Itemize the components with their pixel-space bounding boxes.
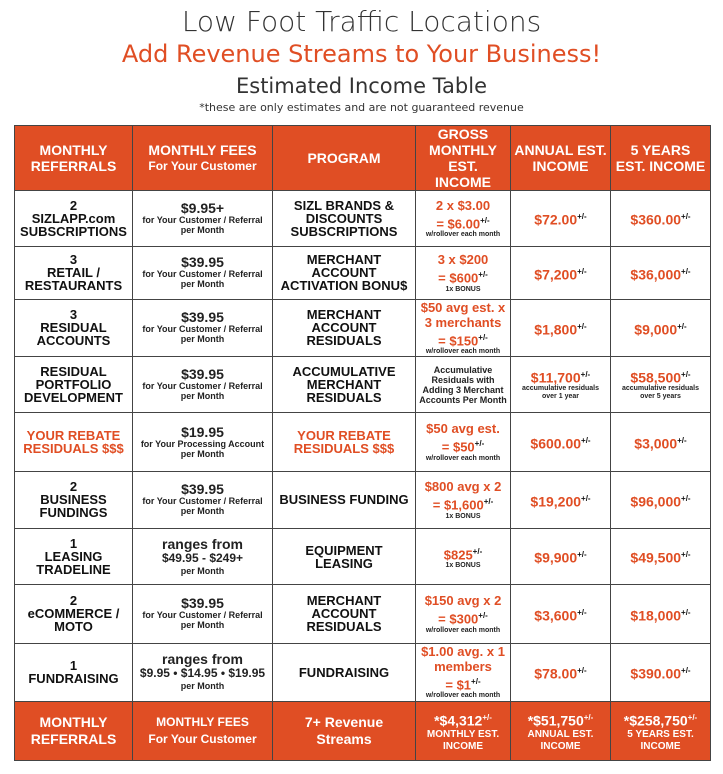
- fee-amount: ranges from: [162, 651, 243, 668]
- referral-count: 2: [69, 479, 78, 495]
- annual-value: $600.00: [530, 435, 582, 452]
- five-year-note: accumulative residuals over 5 years: [621, 385, 700, 401]
- fee-sub: for Your Processing Account: [140, 438, 265, 449]
- fee-sub: for Your Customer / Referral: [142, 215, 263, 226]
- footer-five-label: 5 YEARS EST. INCOME: [627, 729, 694, 753]
- plusminus: +/-: [577, 665, 587, 675]
- referral-type: LEASING TRADELINE: [36, 549, 111, 578]
- fee-per: per Month: [180, 391, 225, 402]
- cell-five-years: [611, 413, 711, 471]
- gross-line1: $50 avg est.: [426, 421, 500, 437]
- fee-per: per Month: [180, 279, 225, 290]
- cell-fees: [133, 585, 273, 643]
- plusminus: +/-: [480, 215, 490, 225]
- referral-type: FUNDRAISING: [28, 671, 119, 687]
- referral-type: RESIDUAL ACCOUNTS: [36, 320, 111, 349]
- table-row: [15, 471, 711, 528]
- table-row: [15, 357, 711, 413]
- plusminus: +/-: [577, 550, 587, 560]
- cell-annual: [511, 413, 611, 471]
- annual-value: $78.00: [534, 665, 578, 682]
- five-year-value: $390.00: [630, 665, 682, 682]
- referral-type: BUSINESS FUNDINGS: [39, 492, 108, 521]
- fee-per: per Month: [180, 334, 225, 345]
- gross-line2: = $1: [445, 677, 472, 693]
- annual-value: $72.00: [534, 211, 578, 228]
- footer-referrals: MONTHLY REFERRALS: [15, 702, 133, 761]
- plusminus: +/-: [577, 266, 587, 276]
- income-table: [14, 125, 711, 761]
- referral-count: 1: [69, 536, 78, 552]
- fee-range: $49.95 - $249+: [161, 550, 244, 565]
- plusminus: +/-: [478, 611, 488, 621]
- annual-value: $9,900: [534, 550, 578, 567]
- plusminus: +/-: [687, 712, 698, 722]
- cell-referrals: [15, 643, 133, 701]
- five-year-value: $36,000: [630, 266, 682, 283]
- plusminus: +/-: [471, 677, 481, 687]
- cell-referrals: [15, 471, 133, 528]
- gross-line2: = $6.00: [436, 216, 481, 232]
- plusminus: +/-: [482, 712, 492, 722]
- plusminus: +/-: [677, 321, 687, 331]
- table-row: [15, 299, 711, 357]
- cell-referrals: [15, 299, 133, 357]
- gross-note: 1x BONUS: [445, 285, 481, 293]
- fee-amount: $19.95: [181, 423, 224, 440]
- fee-amount: $39.95: [181, 254, 224, 271]
- five-year-value: $58,500: [630, 370, 682, 387]
- table-header-row: [15, 126, 711, 191]
- plusminus: +/-: [681, 550, 691, 560]
- gross-note: 1x BONUS: [445, 512, 481, 520]
- cell-referrals: [15, 247, 133, 299]
- gross-line1: 3 x $200: [437, 252, 489, 268]
- table-row: [15, 529, 711, 585]
- fee-amount: $39.95: [181, 309, 224, 326]
- cell-gross: [416, 413, 511, 471]
- plusminus: +/-: [581, 493, 591, 503]
- cell-referrals: [15, 191, 133, 247]
- fee-amount: ranges from: [162, 535, 243, 552]
- cell-five-years: [611, 643, 711, 701]
- fee-range: $9.95 • $14.95 • $19.95: [139, 666, 266, 681]
- gross-line1: $50 avg est. x 3 merchants: [420, 299, 506, 330]
- gross-line1: $1.00 avg. x 1 members: [421, 644, 505, 675]
- cell-program: [273, 357, 416, 413]
- plusminus: +/-: [577, 212, 587, 222]
- footer-annual: [511, 702, 611, 761]
- footer-gross-value: *$4,312: [434, 712, 483, 729]
- cell-annual: [511, 643, 611, 701]
- annual-value: $7,200: [534, 266, 578, 283]
- gross-note: w/rollover each month: [425, 692, 501, 700]
- fee-amount: $39.95: [181, 481, 224, 498]
- cell-five-years: [611, 191, 711, 247]
- col-header-five-years: 5 YEARS EST. INCOME: [611, 126, 711, 191]
- plusminus: +/-: [581, 435, 591, 445]
- cell-gross: [416, 529, 511, 585]
- program-name: BUSINESS FUNDING: [279, 492, 409, 508]
- table-row: [15, 585, 711, 643]
- gross-note: w/rollover each month: [425, 626, 501, 634]
- cell-program: [273, 529, 416, 585]
- referral-type: RETAIL / RESTAURANTS: [24, 265, 123, 294]
- page-subtitle: Add Revenue Streams to Your Business!: [121, 40, 602, 68]
- fee-per: per Month: [180, 448, 225, 459]
- cell-program: [273, 191, 416, 247]
- cell-gross: [416, 299, 511, 357]
- cell-fees: [133, 191, 273, 247]
- footer-fees: [133, 702, 273, 761]
- fee-amount: $9.95+: [180, 200, 225, 217]
- footer-annual-value: *$51,750: [527, 712, 584, 729]
- program-name: FUNDRAISING: [298, 664, 390, 680]
- cell-gross: [416, 247, 511, 299]
- footer-gross-label: MONTHLY EST. INCOME: [426, 729, 500, 753]
- fee-amount: $39.95: [181, 595, 224, 612]
- cell-annual: [511, 529, 611, 585]
- referral-count: 2: [69, 593, 78, 609]
- gross-note: w/rollover each month: [425, 231, 501, 239]
- fee-per: per Month: [180, 506, 225, 517]
- footer-fees-label: MONTHLY FEES: [156, 715, 249, 729]
- cell-referrals: [15, 357, 133, 413]
- table-row: [15, 413, 711, 471]
- fee-sub: for Your Customer / Referral: [142, 269, 263, 280]
- footer-gross: [416, 702, 511, 761]
- col-header-gross: GROSS MONTHLY EST. INCOME: [416, 126, 511, 191]
- annual-value: $3,600: [534, 607, 578, 624]
- cell-fees: [133, 643, 273, 701]
- referral-type: RESIDUAL PORTFOLIO DEVELOPMENT: [24, 364, 123, 406]
- five-year-value: $9,000: [634, 321, 678, 338]
- col-header-annual: ANNUAL EST. INCOME: [511, 126, 611, 191]
- five-year-value: $49,500: [630, 550, 682, 567]
- cell-fees: [133, 247, 273, 299]
- referral-count: 1: [69, 658, 78, 674]
- cell-five-years: [611, 357, 711, 413]
- referral-type: SIZLAPP.com SUBSCRIPTIONS: [20, 211, 127, 240]
- gross-note: w/rollover each month: [425, 454, 501, 462]
- cell-five-years: [611, 299, 711, 357]
- cell-gross: [416, 471, 511, 528]
- referral-type: YOUR REBATE RESIDUALS $$$: [23, 428, 124, 457]
- five-year-value: $18,000: [630, 607, 682, 624]
- fee-amount: $39.95: [181, 366, 224, 383]
- program-name: MERCHANT ACCOUNT RESIDUALS: [306, 593, 382, 635]
- cell-fees: [133, 413, 273, 471]
- cell-annual: [511, 191, 611, 247]
- cell-fees: [133, 529, 273, 585]
- plusminus: +/-: [483, 497, 494, 507]
- cell-program: [273, 643, 416, 701]
- plusminus: +/-: [681, 493, 691, 503]
- page-title: Low Foot Traffic Locations: [181, 5, 542, 38]
- gross-text: Accumulative Residuals with Adding 3 Merchant Accounts Per Month: [419, 364, 507, 405]
- cell-annual: [511, 585, 611, 643]
- footer-five-value: *$258,750: [623, 712, 688, 729]
- disclaimer: *these are only estimates and are not guaranteed revenue: [199, 101, 524, 114]
- cell-gross: [416, 643, 511, 701]
- table-row: [15, 247, 711, 299]
- col-header-program: PROGRAM: [273, 126, 416, 191]
- five-year-value: $3,000: [634, 435, 678, 452]
- gross-line1: 2 x $3.00: [435, 197, 491, 213]
- table-title: Estimated Income Table: [235, 74, 487, 98]
- plusminus: +/-: [472, 546, 483, 556]
- cell-fees: [133, 471, 273, 528]
- fee-sub: for Your Customer / Referral: [142, 496, 263, 507]
- cell-annual: [511, 247, 611, 299]
- gross-line2: = $1,600: [432, 497, 484, 513]
- gross-note: w/rollover each month: [425, 348, 501, 356]
- footer-annual-label: ANNUAL EST. INCOME: [527, 729, 594, 753]
- gross-line1: $825: [443, 546, 473, 562]
- plusminus: +/-: [577, 321, 587, 331]
- plusminus: +/-: [577, 607, 587, 617]
- fee-per: per Month: [180, 620, 225, 631]
- cell-program: [273, 471, 416, 528]
- annual-value: $11,700: [530, 370, 581, 387]
- cell-five-years: [611, 529, 711, 585]
- plusminus: +/-: [580, 370, 591, 380]
- table-footer-row: [15, 702, 711, 761]
- table-row: [15, 643, 711, 701]
- col-header-fees-sub: For Your Customer: [148, 159, 257, 173]
- footer-five-years: [611, 702, 711, 761]
- plusminus: +/-: [478, 270, 488, 280]
- footer-fees-sub: For Your Customer: [148, 732, 257, 746]
- cell-five-years: [611, 585, 711, 643]
- cell-annual: [511, 357, 611, 413]
- gross-line2: = $50: [441, 439, 475, 455]
- program-name: MERCHANT ACCOUNT ACTIVATION BONU$: [280, 252, 408, 294]
- table-row: [15, 191, 711, 247]
- gross-line2: = $300: [438, 611, 479, 627]
- cell-referrals: [15, 585, 133, 643]
- cell-referrals: [15, 413, 133, 471]
- five-year-value: $360.00: [630, 211, 682, 228]
- fee-per: per Month: [180, 225, 225, 236]
- gross-line2: = $150: [438, 333, 479, 349]
- plusminus: +/-: [681, 212, 691, 222]
- plusminus: +/-: [681, 370, 691, 380]
- cell-program: [273, 299, 416, 357]
- plusminus: +/-: [677, 435, 687, 445]
- col-header-referrals: MONTHLY REFERRALS: [15, 126, 133, 191]
- fee-sub: for Your Customer / Referral: [142, 381, 263, 392]
- program-name: EQUIPMENT LEASING: [305, 542, 383, 571]
- cell-five-years: [611, 471, 711, 528]
- referral-count: 2: [69, 198, 78, 214]
- referral-type: eCOMMERCE / MOTO: [27, 606, 120, 635]
- cell-program: [273, 585, 416, 643]
- col-header-fees-label: MONTHLY FEES: [148, 142, 257, 158]
- plusminus: +/-: [681, 665, 691, 675]
- annual-note: accumulative residuals over 1 year: [521, 385, 600, 401]
- plusminus: +/-: [583, 712, 594, 722]
- annual-value: $19,200: [530, 493, 582, 510]
- plusminus: +/-: [681, 266, 691, 276]
- cell-referrals: [15, 529, 133, 585]
- gross-line1: $150 avg x 2: [424, 593, 502, 609]
- fee-per: per Month: [180, 681, 225, 692]
- col-header-fees: [133, 126, 273, 191]
- fee-sub: for Your Customer / Referral: [142, 324, 263, 335]
- five-year-value: $96,000: [630, 493, 682, 510]
- cell-gross: [416, 357, 511, 413]
- program-name: ACCUMULATIVE MERCHANT RESIDUALS: [292, 364, 396, 406]
- gross-line2: = $600: [438, 270, 479, 286]
- program-name: MERCHANT ACCOUNT RESIDUALS: [306, 307, 382, 349]
- cell-annual: [511, 299, 611, 357]
- plusminus: +/-: [474, 439, 485, 449]
- cell-fees: [133, 357, 273, 413]
- cell-annual: [511, 471, 611, 528]
- footer-streams: 7+ Revenue Streams: [273, 702, 416, 761]
- annual-value: $1,800: [534, 321, 578, 338]
- gross-note: 1x BONUS: [445, 561, 481, 569]
- plusminus: +/-: [681, 607, 691, 617]
- cell-program: [273, 413, 416, 471]
- cell-program: [273, 247, 416, 299]
- plusminus: +/-: [478, 332, 488, 342]
- program-name: YOUR REBATE RESIDUALS $$$: [293, 428, 395, 457]
- cell-gross: [416, 585, 511, 643]
- gross-line1: $800 avg x 2: [424, 479, 502, 495]
- referral-count: 3: [69, 252, 78, 268]
- cell-gross: [416, 191, 511, 247]
- cell-five-years: [611, 247, 711, 299]
- cell-fees: [133, 299, 273, 357]
- program-name: SIZL BRANDS & DISCOUNTS SUBSCRIPTIONS: [290, 198, 398, 240]
- fee-sub: for Your Customer / Referral: [142, 610, 263, 621]
- referral-count: 3: [69, 307, 78, 323]
- fee-per: per Month: [180, 565, 225, 576]
